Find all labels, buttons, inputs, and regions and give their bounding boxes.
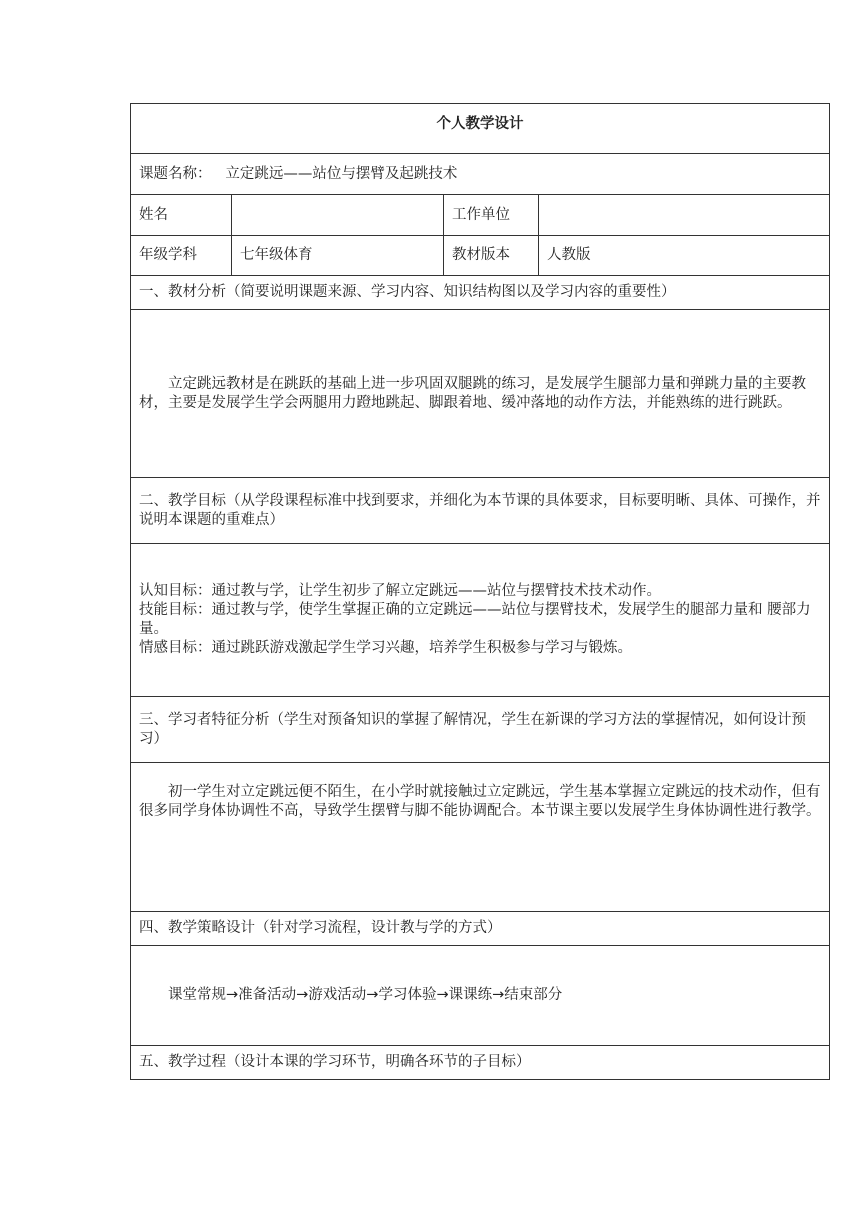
section1-body: 立定跳远教材是在跳跃的基础上进一步巩固双腿跳的练习，是发展学生腿部力量和弹跳力量的主要教材，主要是发展学生学会两腿用力蹬地跳起、脚跟着地、缓冲落地的动作方法，并能熟练的进行跳跃。 (131, 310, 830, 478)
section4-header: 四、教学策略设计（针对学习流程，设计教与学的方式） (131, 912, 830, 946)
affective-goal: 情感目标：通过跳跃游戏激起学生学习兴趣，培养学生积极参与学习与锻炼。 (139, 639, 632, 656)
grade-label: 年级学科 (131, 236, 232, 276)
section2-body (131, 544, 830, 697)
edition-label: 教材版本 (444, 236, 539, 276)
name-label: 姓名 (131, 195, 232, 236)
unit-label: 工作单位 (444, 195, 539, 236)
cognitive-goal: 认知目标：通过教与学，让学生初步了解立定跳远——站位与摆臂技术技术动作。 (139, 583, 661, 600)
section3-header: 三、学习者特征分析（学生对预备知识的掌握了解情况，学生在新课的学习方法的掌握情况，如何设计预习） (131, 697, 830, 763)
section1-header: 一、教材分析（简要说明课题来源、学习内容、知识结构图以及学习内容的重要性） (131, 276, 830, 310)
section4-body: 课堂常规→准备活动→游戏活动→学习体验→课课练→结束部分 (131, 946, 830, 1046)
edition-value: 人教版 (539, 236, 830, 276)
lesson-design-table (130, 103, 830, 1080)
topic-label: 课题名称： (139, 165, 212, 182)
skill-goal: 技能目标：通过教与学，使学生掌握正确的立定跳远——站位与摆臂技术，发展学生的腿部力量和 腰部力量。 (139, 602, 811, 637)
document-title: 个人教学设计 (131, 104, 830, 154)
unit-value (539, 195, 830, 236)
topic-row (131, 154, 830, 195)
section5-header: 五、教学过程（设计本课的学习环节，明确各环节的子目标） (131, 1046, 830, 1080)
grade-value: 七年级体育 (232, 236, 444, 276)
topic-value: 立定跳远——站位与摆臂及起跳技术 (225, 165, 458, 182)
section2-header: 二、教学目标（从学段课程标准中找到要求，并细化为本节课的具体要求，目标要明晰、具体、可操作，并说明本课题的重难点） (131, 478, 830, 544)
section3-body: 初一学生对立定跳远便不陌生，在小学时就接触过立定跳远，学生基本掌握立定跳远的技术动作，但有很多同学身体协调性不高，导致学生摆臂与脚不能协调配合。本节课主要以发展学生身体协调性进行教学。 (131, 763, 830, 912)
name-value (232, 195, 444, 236)
lesson-design-document (130, 103, 829, 1080)
